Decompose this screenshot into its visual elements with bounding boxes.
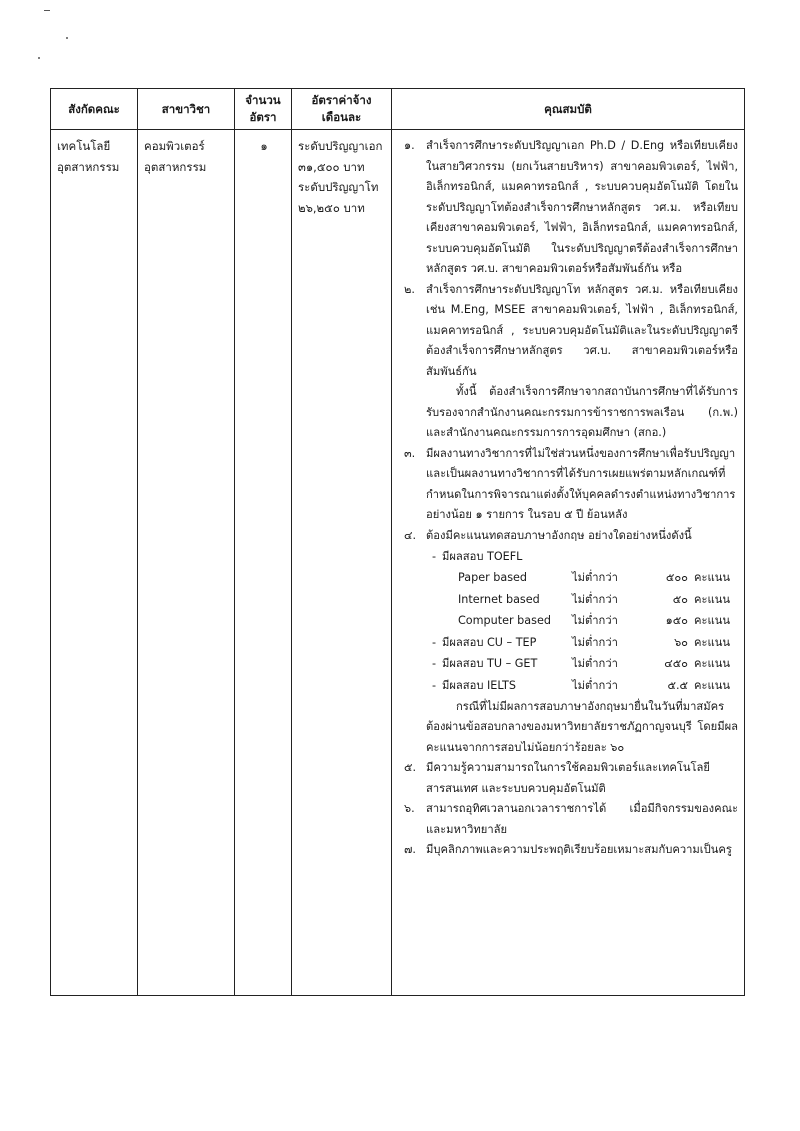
qualifications-cell <box>392 130 744 861</box>
item-number: ๑. <box>404 139 415 152</box>
toefl-heading: - มีผลสอบ TOEFL <box>426 546 738 568</box>
score-row: - มีผลสอบ IELTS ไม่ต่ำกว่า ๕.๕ คะแนน <box>431 678 730 692</box>
scan-speck <box>44 10 50 11</box>
toefl-label: มีผลสอบ TOEFL <box>442 549 523 563</box>
header-faculty: สังกัดคณะ <box>51 89 138 130</box>
item-number: ๗. <box>404 843 416 856</box>
qualification-item <box>398 758 738 799</box>
salary-cell: ระดับปริญญาเอก ๓๑,๕๐๐ บาท ระดับปริญญาโท ๒๖,๒๕๐ บาท <box>298 139 383 215</box>
qualification-text: สำเร็จการศึกษาระดับปริญญาโท หลักสูตร วศ.ม. หรือเทียบเคียง เช่น M.Eng, MSEE สาขาคอมพิวเตอร์, ไฟฟ้า , อิเล็กทรอนิกส์, แมคคาทรอนิกส์ , ระบบควบคุมอัตโนมัติและในระดับปริญญาตรีต้องสำเร็จการศึกษาหลักสูตร วศ.บ. สาขาคอมพิวเตอร์หรือสัมพันธ์กัน <box>426 282 738 378</box>
major-cell: คอมพิวเตอร์ อุตสาหกรรม <box>144 139 207 174</box>
qualification-text: สำเร็จการศึกษาระดับปริญญาเอก Ph.D / D.Eng หรือเทียบเคียงในสายวิศวกรรม (ยกเว้นสายบริหาร) สาขาคอมพิวเตอร์, ไฟฟ้า, อิเล็กทรอนิกส์, แมคคาทรอนิกส์ , ระบบควบคุมอัตโนมัติ โดยในระดับปริญญาโทต้องสำเร็จการศึกษาหลักสูตร วศ.ม. หรือเทียบเคียงสาขาคอมพิวเตอร์, ไฟฟ้า, อิเล็กทรอนิกส์, แมคคาทรอนิกส์, ระบบควบคุมอัตโนมัติ ในระดับปริญญาตรีต้องสำเร็จการศึกษาหลักสูตร วศ.บ. สาขาคอมพิวเตอร์หรือสัมพันธ์กัน หรือ <box>426 139 738 275</box>
english-score-table <box>426 546 738 697</box>
header-row <box>51 89 745 130</box>
table-row <box>51 130 745 996</box>
scan-speck <box>66 37 68 39</box>
faculty-cell: เทคโนโลยี อุตสาหกรรม <box>57 139 120 174</box>
header-count: จำนวน อัตรา <box>235 89 292 130</box>
item-number: ๓. <box>404 446 416 460</box>
item-number: ๕. <box>404 761 417 774</box>
header-major: สาขาวิชา <box>138 89 235 130</box>
qualification-text: มีผลงานทางวิชาการที่ไม่ใช่ส่วนหนึ่งของการศึกษาเพื่อรับปริญญา และเป็นผลงานทางวิชาการที่ได้รับการเผยแพร่ตามหลักเกณฑ์ที่กำหนดในการพิจารณาแต่งตั้งให้บุคคลดำรงตำแหน่งทางวิชาการอย่างน้อย ๑ รายการ ในรอบ ๕ ปี ย้อนหลัง <box>426 446 736 521</box>
qualification-text: มีความรู้ความสามารถในการใช้คอมพิวเตอร์และเทคโนโลยีสารสนเทศ และระบบควบคุมอัตโนมัติ <box>426 761 710 795</box>
header-salary: อัตราค่าจ้าง เดือนละ <box>292 89 392 130</box>
score-row: - มีผลสอบ TU – GET ไม่ต่ำกว่า ๔๕๐ คะแนน <box>431 657 730 670</box>
item-number: ๖. <box>404 802 415 815</box>
score-row: Computer based ไม่ต่ำกว่า ๑๕๐ คะแนน <box>458 614 730 627</box>
item-number: ๒. <box>404 282 415 296</box>
qualification-text: สามารถอุทิศเวลานอกเวลาราชการได้ เมื่อมีกิจกรรมของคณะและมหาวิทยาลัย <box>426 802 738 836</box>
qualification-item <box>398 280 738 383</box>
qualification-item <box>398 526 738 547</box>
exam-note: กรณีที่ไม่มีผลการสอบภาษาอังกฤษมายื่นในวันที่มาสมัคร ต้องผ่านข้อสอบกลางของมหาวิทยาลัยราชภัฏกาญจนบุรี โดยมีผลคะแนนจากการสอบไม่น้อยกว่าร้อยละ ๖๐ <box>426 699 738 754</box>
qualification-text: มีบุคลิกภาพและความประพฤติเรียบร้อยเหมาะสมกับความเป็นครู <box>426 843 732 856</box>
header-qualifications: คุณสมบัติ <box>392 89 745 130</box>
position-table <box>50 88 745 996</box>
score-row: - มีผลสอบ CU – TEP ไม่ต่ำกว่า ๖๐ คะแนน <box>431 635 730 649</box>
qualification-item <box>398 136 738 280</box>
qualification-item <box>398 840 738 861</box>
qualification-text: ต้องมีคะแนนทดสอบภาษาอังกฤษ อย่างใดอย่างหนึ่งดังนี้ <box>426 528 692 542</box>
scan-speck <box>38 57 40 59</box>
accreditation-note: ทั้งนี้ ต้องสำเร็จการศึกษาจากสถาบันการศึกษาที่ได้รับการรับรองจากสำนักงานคณะกรรมการข้าราชการพลเรือน (ก.พ.) และสำนักงานคณะกรรมการการอุดมศึกษา (สกอ.) <box>426 385 738 439</box>
count-cell: ๑ <box>260 139 268 153</box>
qualification-item <box>398 444 738 526</box>
item-number: ๔. <box>404 528 417 542</box>
score-row: Paper based ไม่ต่ำกว่า ๕๐๐ คะแนน <box>458 571 730 584</box>
score-row: Internet based ไม่ต่ำกว่า ๕๐ คะแนน <box>458 592 730 606</box>
qualification-item <box>398 799 738 840</box>
